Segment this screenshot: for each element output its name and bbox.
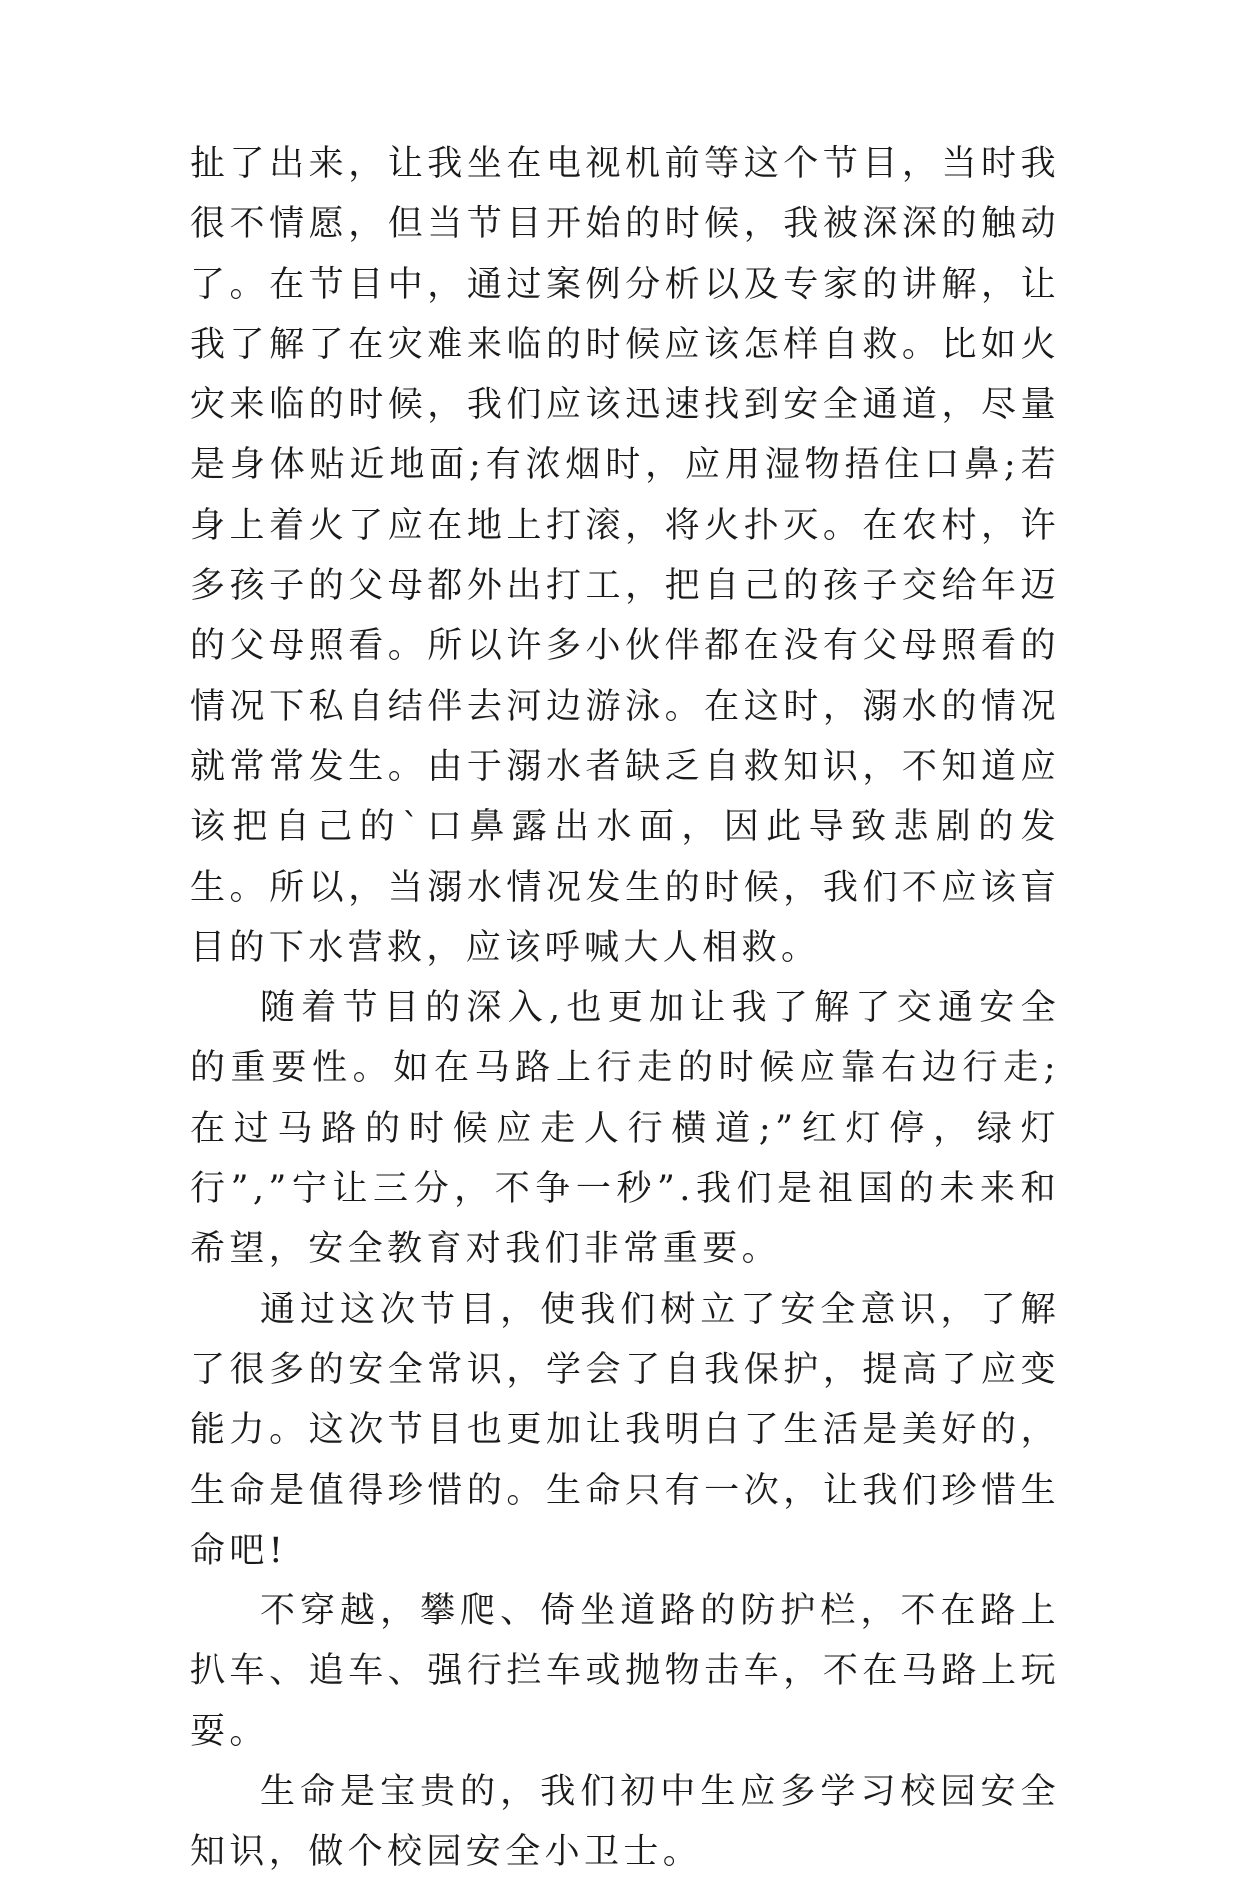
- paragraph-2: 随着节目的深入,也更加让我了解了交通安全的重要性。如在马路上行走的时候应靠右边行走;在过马路的时候应走人行横道;”红灯停，绿灯行”,”宁让三分，不争一秒”.我们是祖国的未来和希望，安全教育对我们非常重要。: [190, 988, 1060, 1270]
- paragraph-4: 不穿越，攀爬、倚坐道路的防护栏，不在路上扒车、追车、强行拦车或抛物击车，不在马路上玩耍。: [190, 1591, 1060, 1752]
- body-text: [190, 134, 1060, 1883]
- paragraph-5: 生命是宝贵的，我们初中生应多学习校园安全知识，做个校园安全小卫士。: [190, 1772, 1060, 1873]
- paragraph-1: 扯了出来，让我坐在电视机前等这个节目，当时我很不情愿，但当节目开始的时候，我被深深的触动了。在节目中，通过案例分析以及专家的讲解，让我了解了在灾难来临的时候应该怎样自救。比如火灾来临的时候，我们应该迅速找到安全通道，尽量是身体贴近地面;有浓烟时，应用湿物捂住口鼻;若身上着火了应在地上打滚，将火扑灭。在农村，许多孩子的父母都外出打工，把自己的孩子交给年迈的父母照看。所以许多小伙伴都在没有父母照看的情况下私自结伴去河边游泳。在这时，溺水的情况就常常发生。由于溺水者缺乏自救知识，不知道应该把自己的`口鼻露出水面，因此导致悲剧的发生。所以，当溺水情况发生的时候，我们不应该盲目的下水营救，应该呼喊大人相救。: [190, 144, 1060, 968]
- paragraph-3: 通过这次节目，使我们树立了安全意识，了解了很多的安全常识，学会了自我保护，提高了应变能力。这次节目也更加让我明白了生活是美好的，生命是值得珍惜的。生命只有一次，让我们珍惜生命吧!: [190, 1289, 1060, 1571]
